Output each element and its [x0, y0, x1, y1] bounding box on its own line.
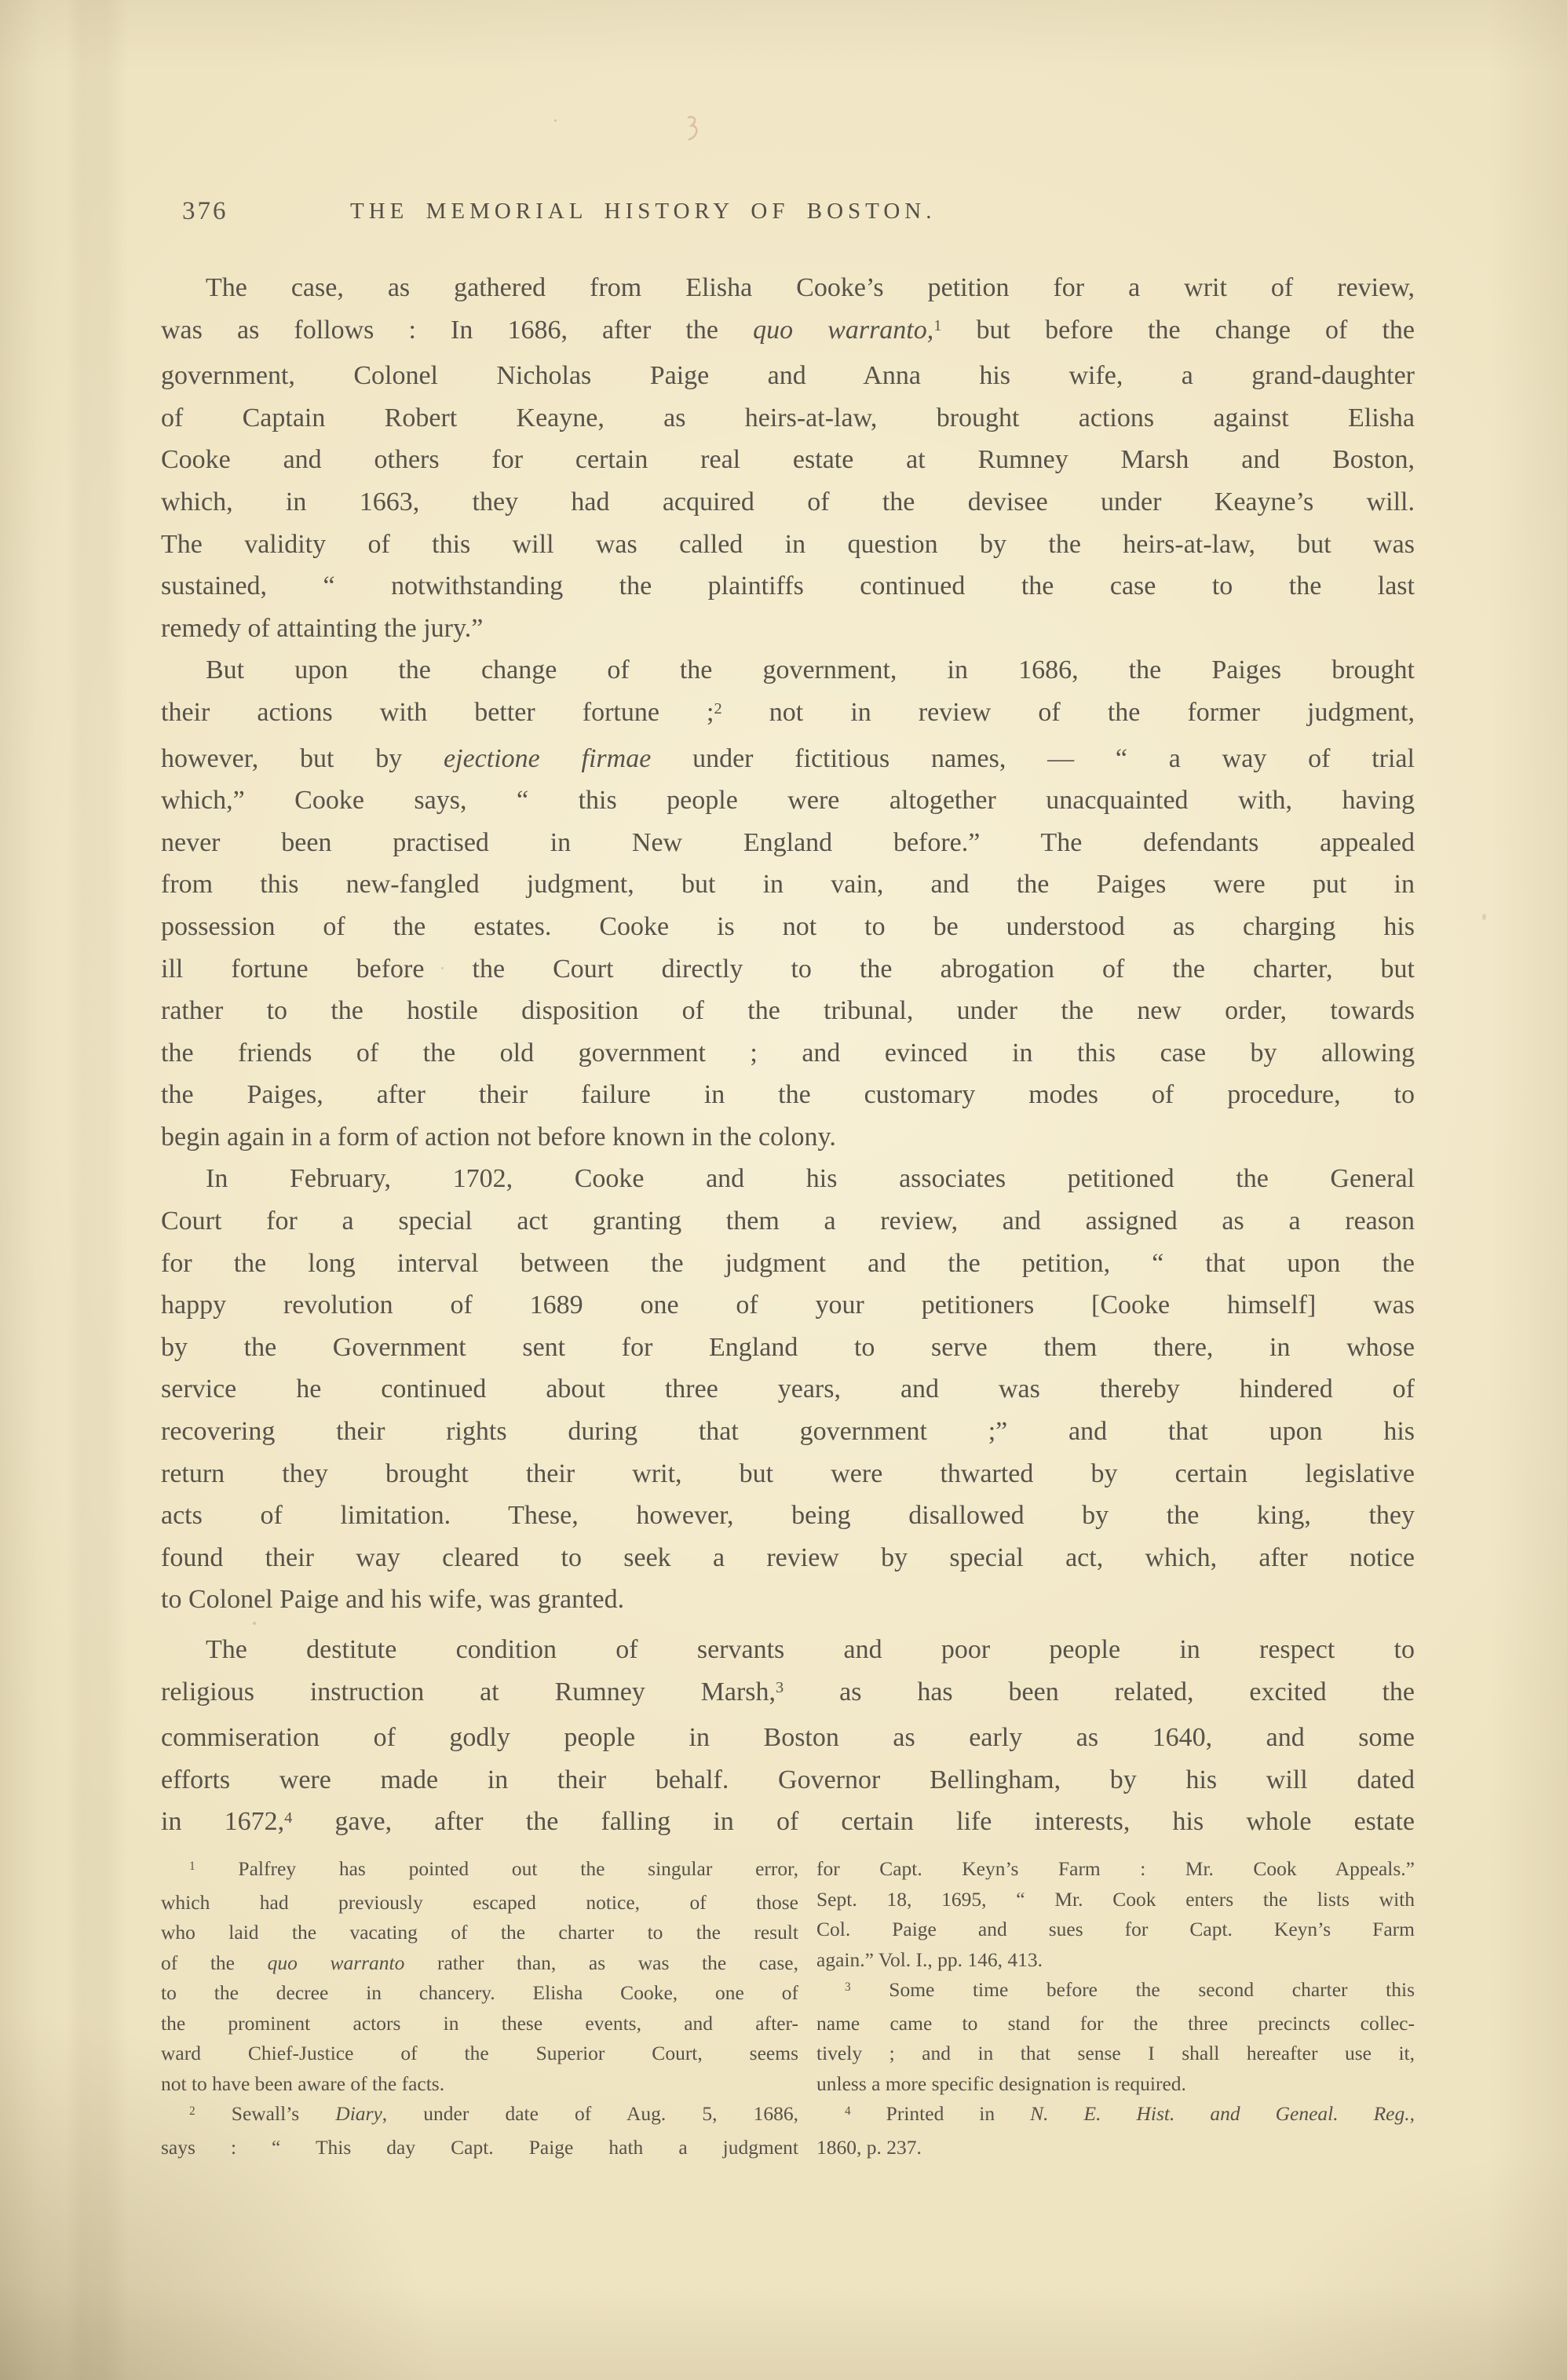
text-line: [161, 1888, 798, 1918]
paragraph-1: [161, 267, 1415, 649]
footnote-marker-3: 3: [845, 1980, 851, 1995]
body-segment: commiseration of godly people in Boston as early as 1640, and some: [161, 1723, 1415, 1753]
footnote-segment: the prominent actors in these events, and after-: [161, 2011, 798, 2035]
text-line: [161, 1074, 1415, 1116]
footnote-marker-2: 2: [189, 2104, 195, 2119]
text-line: [816, 2069, 1415, 2100]
footnote-segment: not to have been aware of the facts.: [161, 2072, 445, 2095]
body-segment: the friends of the old government ; and evinced in this case by allowing: [161, 1038, 1415, 1068]
body-segment: remedy of attainting the jury.”: [161, 613, 484, 643]
italic-term: ejectione firmae: [444, 743, 652, 773]
body-segment: which, in 1663, they had acquired of the devisee under Keayne’s will.: [161, 487, 1415, 517]
text-line: [161, 608, 1415, 650]
footnote-column-left: [161, 1854, 798, 2163]
body-segment: in 1672,: [161, 1807, 285, 1837]
text-line: [161, 1629, 1415, 1671]
text-line: [161, 1368, 1415, 1411]
italic-term: quo warranto: [267, 1951, 405, 1974]
body-segment: was as follows : In 1686, after the: [161, 315, 754, 345]
body-segment: return they brought their writ, but were thwarted by certain legislative: [161, 1458, 1415, 1488]
text-line: [816, 1854, 1415, 1885]
text-line: [161, 1918, 798, 1948]
body-segment: In February, 1702, Cooke and his associates petitioned the General: [206, 1164, 1415, 1194]
text-line: [161, 524, 1415, 566]
body-segment: but before the change of the: [941, 315, 1415, 345]
body-segment: as has been related, excited the: [784, 1677, 1415, 1707]
text-line: [816, 2099, 1415, 2133]
text-line: [161, 565, 1415, 608]
footnote-ref-1: 1: [933, 317, 942, 335]
running-head: [0, 196, 1567, 231]
body-segment: government, Colonel Nicholas Paige and Anna his wife, a grand-daughter: [161, 361, 1415, 391]
text-line: [161, 863, 1415, 906]
body-segment: ill fortune before the Court directly to the abrogation of the charter, but: [161, 954, 1415, 984]
text-line: [161, 649, 1415, 692]
footnotes-section: [161, 1854, 1415, 2163]
footnote-segment: Col. Paige and sues for Capt. Keyn’s Farm: [816, 1918, 1415, 1940]
footnote-segment: unless a more specific designation is required.: [816, 2072, 1186, 2095]
text-line: [161, 1284, 1415, 1327]
body-segment: not in review of the former judgment,: [721, 697, 1415, 727]
text-line: [161, 738, 1415, 780]
footnote-segment: rather than, as was the case,: [404, 1951, 798, 1974]
footnote-segment: Printed in: [850, 2102, 1031, 2125]
text-line: [161, 309, 1415, 356]
text-line: [161, 481, 1415, 524]
text-line: [161, 906, 1415, 948]
body-text: [161, 267, 1415, 1847]
text-line: [161, 2133, 798, 2163]
text-line: [161, 1978, 798, 2009]
text-line: [161, 1243, 1415, 1285]
body-segment: for the long interval between the judgment and the petition, “ that upon the: [161, 1248, 1415, 1278]
body-segment: service he continued about three years, and was thereby hindered of: [161, 1374, 1415, 1404]
body-segment: found their way cleared to seek a review by special act, which, after notice: [161, 1542, 1415, 1572]
text-line: [161, 1801, 1415, 1847]
text-line: [816, 1885, 1415, 1915]
text-line: [161, 1327, 1415, 1369]
footnote-segment: who laid the vacating of the charter to the result: [161, 1921, 798, 1944]
body-segment: sustained, “ notwithstanding the plaintiffs continued the case to the last: [161, 571, 1415, 601]
footnote-segment: again.” Vol. I., pp. 146, 413.: [816, 1947, 1043, 1971]
text-line: [161, 1200, 1415, 1243]
text-line: [161, 1032, 1415, 1075]
paragraph-3: [161, 1158, 1415, 1621]
footnote-segment: Sept. 18, 1695, “ Mr. Cook enters the lists with: [816, 1887, 1415, 1911]
text-line: [161, 1717, 1415, 1759]
footnote-segment: Sewall’s: [195, 2102, 336, 2125]
footnote-segment: says : “ This day Capt. Paige hath a judgment: [161, 2135, 798, 2159]
body-segment: which,” Cooke says, “ this people were altogether unacquainted with, having: [161, 786, 1415, 816]
text-line: [161, 692, 1415, 738]
body-segment: begin again in a form of action not before known in the colony.: [161, 1122, 836, 1152]
text-line: [161, 779, 1415, 822]
body-segment: of Captain Robert Keayne, as heirs-at-law, brought actions against Elisha: [161, 403, 1415, 433]
footnote-ref-2: 2: [714, 699, 722, 717]
text-line: [161, 355, 1415, 397]
scan-artifact-mark: [685, 115, 700, 143]
body-segment: happy revolution of 1689 one of your petitioners [Cooke himself] was: [161, 1290, 1415, 1320]
text-line: [816, 1975, 1415, 2009]
paragraph-4: [161, 1629, 1415, 1847]
body-segment: recovering their rights during that government ;” and that upon his: [161, 1417, 1415, 1447]
body-segment: The destitute condition of servants and poor people in respect to: [206, 1635, 1415, 1664]
text-line: [816, 2039, 1415, 2069]
text-line: [161, 1495, 1415, 1537]
footnote-segment: of the: [161, 1951, 268, 1974]
footnote-ref-3: 3: [776, 1679, 784, 1697]
footnote-column-right: [816, 1854, 1415, 2163]
text-line: [161, 1453, 1415, 1495]
page-number: 376: [182, 197, 228, 225]
text-line: [161, 267, 1415, 309]
text-line: [161, 1759, 1415, 1801]
footnote-ref-4: 4: [284, 1809, 293, 1827]
body-segment: under fictitious names, — “ a way of trial: [651, 743, 1415, 773]
footnote-segment: Palfrey has pointed out the singular error,: [195, 1857, 798, 1880]
text-line: [161, 397, 1415, 440]
footnote-segment: 1860, p. 237.: [816, 2135, 922, 2159]
text-line: [161, 1411, 1415, 1453]
footnote-segment: to the decree in chancery. Elisha Cooke, one of: [161, 1981, 798, 2004]
body-segment: The case, as gathered from Elisha Cooke’s petition for a writ of review,: [206, 273, 1415, 302]
text-line: [816, 1945, 1415, 1976]
body-segment: rather to the hostile disposition of the tribunal, under the new order, towards: [161, 996, 1415, 1026]
footnote-marker-1: 1: [189, 1860, 195, 1874]
body-segment: their actions with better fortune ;: [161, 697, 714, 727]
body-segment: gave, after the falling in of certain life interests, his whole estate: [292, 1807, 1415, 1837]
text-line: [161, 2039, 798, 2069]
body-segment: however, but by: [161, 743, 444, 773]
text-line: [161, 2069, 798, 2100]
body-segment: from this new-fangled judgment, but in vain, and the Paiges were put in: [161, 870, 1415, 900]
text-line: [161, 1948, 798, 1979]
text-line: [161, 2099, 798, 2133]
text-line: [816, 2009, 1415, 2039]
text-line: [161, 1579, 1415, 1621]
body-segment: religious instruction at Rumney Marsh,: [161, 1677, 776, 1707]
text-line: [161, 1116, 1415, 1159]
body-segment: Court for a special act granting them a review, and assigned as a reason: [161, 1206, 1415, 1236]
italic-term: Diary: [335, 2102, 382, 2125]
text-line: [161, 948, 1415, 991]
italic-term: quo warranto,: [753, 315, 934, 345]
text-line: [816, 2133, 1415, 2163]
text-line: [161, 822, 1415, 864]
body-segment: The validity of this will was called in question by the heirs-at-law, but was: [161, 529, 1415, 559]
footnote-segment: Some time before the second charter this: [850, 1978, 1415, 2001]
text-line: [161, 1537, 1415, 1579]
text-line: [816, 1915, 1415, 1945]
body-segment: never been practised in New England before.” The defendants appealed: [161, 827, 1415, 857]
text-line: [161, 2009, 798, 2039]
footnote-segment: ward Chief-Justice of the Superior Court, seems: [161, 2042, 798, 2064]
footnote-segment: name came to stand for the three precincts collec-: [816, 2011, 1415, 2035]
body-segment: Cooke and others for certain real estate at Rumney Marsh and Boston,: [161, 445, 1415, 475]
text-line: [161, 990, 1415, 1032]
text-line: [161, 1671, 1415, 1717]
footnote-segment: , under date of Aug. 5, 1686,: [382, 2102, 798, 2125]
body-segment: possession of the estates. Cooke is not to be understood as charging his: [161, 911, 1415, 941]
footnote-segment: tively ; and in that sense I shall hereafter use it,: [816, 2042, 1415, 2064]
italic-term: N. E. Hist. and Geneal. Reg.,: [1030, 2102, 1415, 2125]
paper-speck: [1482, 914, 1486, 920]
footnote-segment: for Capt. Keyn’s Farm : Mr. Cook Appeals.”: [816, 1857, 1415, 1880]
body-segment: to Colonel Paige and his wife, was granted.: [161, 1585, 625, 1615]
body-segment: But upon the change of the government, in 1686, the Paiges brought: [206, 655, 1415, 685]
body-segment: acts of limitation. These, however, being disallowed by the king, they: [161, 1501, 1415, 1531]
footnote-marker-4: 4: [845, 2104, 851, 2119]
text-line: [161, 1158, 1415, 1200]
body-segment: by the Government sent for England to serve them there, in whose: [161, 1332, 1415, 1362]
body-segment: efforts were made in their behalf. Governor Bellingham, by his will dated: [161, 1765, 1415, 1794]
paragraph-2: [161, 649, 1415, 1158]
running-title: THE MEMORIAL HISTORY OF BOSTON.: [350, 199, 937, 224]
paper-speck: [554, 119, 557, 122]
text-line: [161, 1854, 798, 1888]
text-line: [161, 439, 1415, 481]
body-segment: the Paiges, after their failure in the customary modes of procedure, to: [161, 1080, 1415, 1110]
footnote-segment: which had previously escaped notice, of those: [161, 1890, 798, 1914]
